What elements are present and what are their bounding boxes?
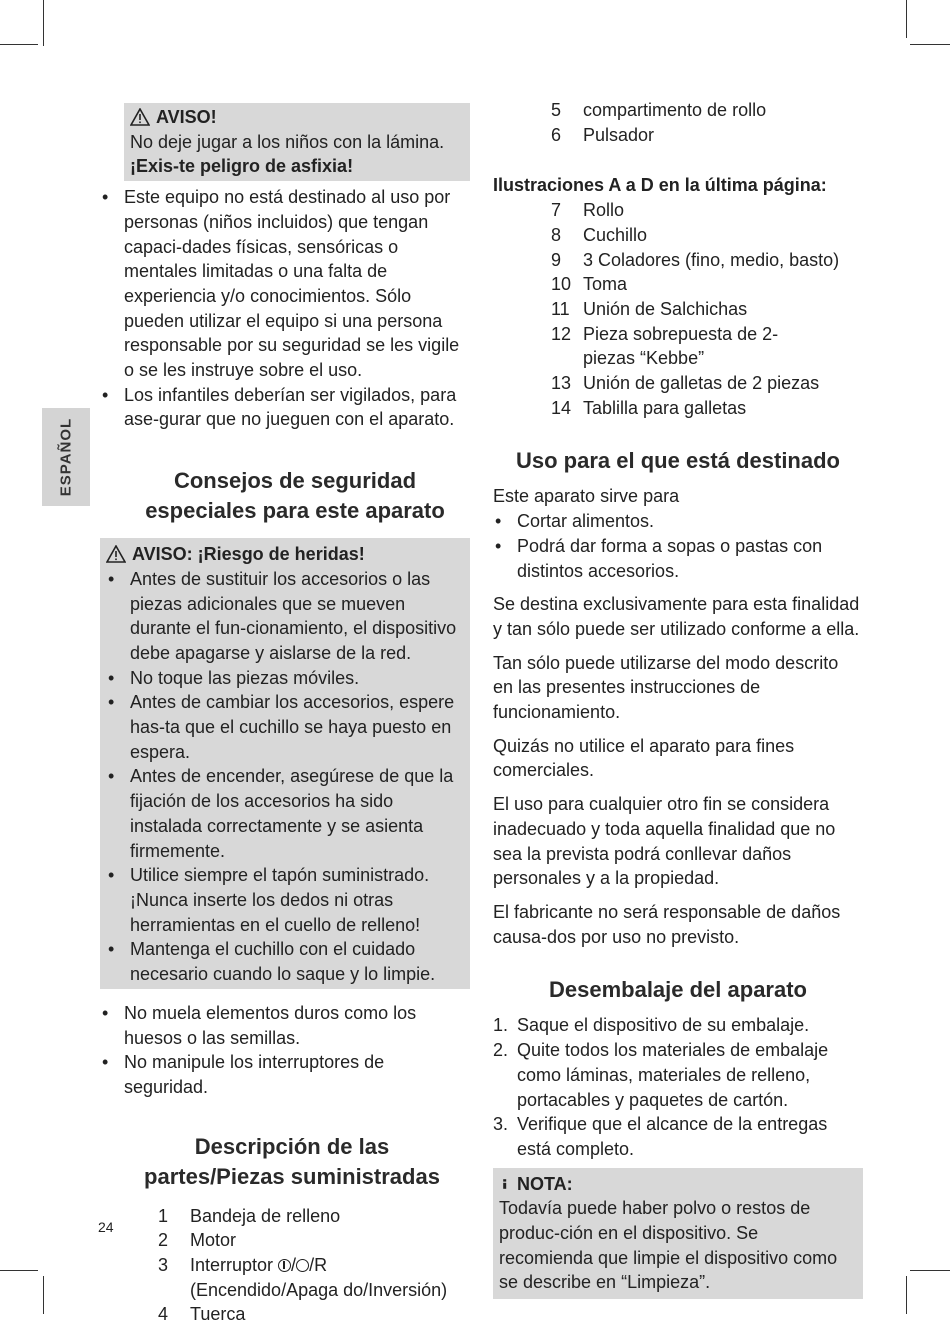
- parts-list: [551, 98, 863, 147]
- left-column: [100, 103, 470, 1327]
- list-item: 3. Verifique que el alcance de la entregas está completo.: [493, 1114, 828, 1159]
- list-item: 1. Saque el dispositivo de su embalaje.: [493, 1015, 810, 1036]
- note-box: [493, 1168, 863, 1300]
- list-item: • No muela elementos duros como los huesos o las semillas.: [102, 1002, 417, 1048]
- list-item: 1 Bandeja de relleno: [158, 1205, 341, 1226]
- warning-text: No deje jugar a los niños con la lámina. ¡Exis-te peligro de asfixia!: [130, 131, 445, 177]
- crop-mark: [910, 44, 950, 45]
- language-tab: [42, 408, 90, 506]
- paragraph: Se destina exclusivamente para esta finalidad y tan sólo puede ser utilizado conforme a ella.: [493, 594, 860, 639]
- note-text: Todavía puede haber polvo o restos de produc-ción en el dispositivo. Se recomienda que limpie el dispositivo como se describe en “Limpieza”.: [499, 1198, 838, 1293]
- list-item: 2. Quite todos los materiales de embalaje como láminas, materiales de relleno, portacables y paquetes de cartón.: [493, 1040, 829, 1110]
- bullet-list: [100, 1001, 470, 1100]
- paragraph: El uso para cualquier otro fin se considera inadecuado y toda aquella finalidad que no sea la prevista podrá conllevar daños personales y a la propiedad.: [493, 794, 836, 889]
- list-item: • Este equipo no está destinado al uso por personas (niños incluidos) que tengan capaci-dades físicas, sensóricas o mentales limitadas o una falta de experiencia y/o conocimientos. Sólo pueden utilizar el equipo si una persona responsable por su seguridad se les vigile o se les instruye sobre el uso.: [102, 187, 460, 381]
- list-item: 7 Rollo: [551, 200, 625, 221]
- page-number: 24: [98, 1219, 114, 1235]
- power-off-icon: [296, 1259, 309, 1272]
- list-item: 11 Unión de Salchichas: [551, 298, 748, 319]
- list-item: 14 Tablilla para galletas: [551, 397, 747, 418]
- paragraph: Tan sólo puede utilizarse del modo descrito en las presentes instrucciones de funcionamiento.: [493, 652, 839, 723]
- list-item: 12 Pieza sobrepuesta de 2-piezas “Kebbe”: [551, 323, 779, 369]
- list-item: • Cortar alimentos.: [495, 511, 655, 532]
- warning-triangle-icon: [106, 545, 126, 563]
- parts-list: [158, 1204, 470, 1327]
- language-label: ESPAÑOL: [57, 417, 75, 497]
- list-item: • Podrá dar forma a sopas o pastas con distintos accesorios.: [495, 535, 823, 581]
- section-heading: Descripción de las partes/Piezas suministradas: [144, 1133, 440, 1189]
- list-item: 6 Pulsador: [551, 124, 655, 145]
- paragraph: Este aparato sirve para: [493, 486, 680, 507]
- crop-mark: [906, 0, 907, 38]
- section-heading: Uso para el que está destinado: [516, 448, 840, 474]
- list-item: 2 Motor: [158, 1230, 237, 1251]
- bullet-list: [100, 185, 470, 432]
- list-item: • Antes de sustituir los accesorios o las piezas adicionales que se mueven durante el fun-cionamiento, el dispositivo debe apagarse y aislarse de la red.: [108, 568, 457, 663]
- list-item: 4 Tuerca: [158, 1304, 246, 1325]
- section-heading: Consejos de seguridad especiales para este aparato: [145, 468, 445, 524]
- crop-mark: [43, 0, 44, 46]
- warning-title: AVISO!: [130, 105, 464, 130]
- warning-box: [124, 103, 470, 181]
- power-on-off-icon: [278, 1259, 291, 1272]
- list-item: 9 3 Coladores (fino, medio, basto): [551, 249, 840, 270]
- list-item: • Utilice siempre el tapón suministrado. ¡Nunca inserte los dedos ni otras herramientas en el cuello de relleno!: [108, 865, 430, 935]
- section-heading: Desembalaje del aparato: [548, 977, 807, 1003]
- list-item: • No toque las piezas móviles.: [108, 667, 360, 688]
- right-column: [493, 98, 863, 1299]
- list-item: • No manipule los interruptores de seguridad.: [102, 1052, 385, 1097]
- steps-list: [493, 1013, 863, 1161]
- paragraph: Quizás no utilice el aparato para fines comerciales.: [493, 735, 795, 781]
- info-icon: [499, 1175, 511, 1193]
- list-item: 10 Toma: [551, 274, 628, 295]
- crop-mark: [0, 44, 38, 45]
- illustrations-heading: Ilustraciones A a D en la última página:: [493, 175, 827, 196]
- list-item: 13 Unión de galletas de 2 piezas: [551, 373, 820, 394]
- crop-mark: [0, 1270, 38, 1271]
- note-title: NOTA:: [499, 1172, 857, 1197]
- parts-list: [551, 198, 863, 420]
- paragraph: El fabricante no será responsable de daños causa-dos por uso no previsto.: [493, 901, 841, 947]
- warning-box: [100, 538, 470, 989]
- list-item: • Los infantiles deberían ser vigilados, para ase-gurar que no jueguen con el aparato.: [102, 384, 457, 430]
- list-item: • Antes de encender, asegúrese de que la fijación de los accesorios ha sido instalada correctamente y se asienta firmemente.: [108, 766, 454, 861]
- list-item: 5 compartimento de rollo: [551, 100, 767, 120]
- list-item: • Mantenga el cuchillo con el cuidado necesario cuando lo saque y lo limpie.: [108, 939, 436, 985]
- list-item: 8 Cuchillo: [551, 224, 648, 245]
- list-item: • Antes de cambiar los accesorios, espere has-ta que el cuchillo se haya puesto en espera.: [108, 692, 455, 762]
- warning-triangle-icon: [130, 108, 150, 126]
- warning-title: AVISO: ¡Riesgo de heridas!: [106, 542, 466, 567]
- crop-mark: [910, 1270, 950, 1271]
- crop-mark: [906, 1276, 907, 1314]
- list-item: 3 Interruptor / /R (Encendido/Apaga do/Inversión): [158, 1255, 448, 1300]
- crop-mark: [43, 1276, 44, 1314]
